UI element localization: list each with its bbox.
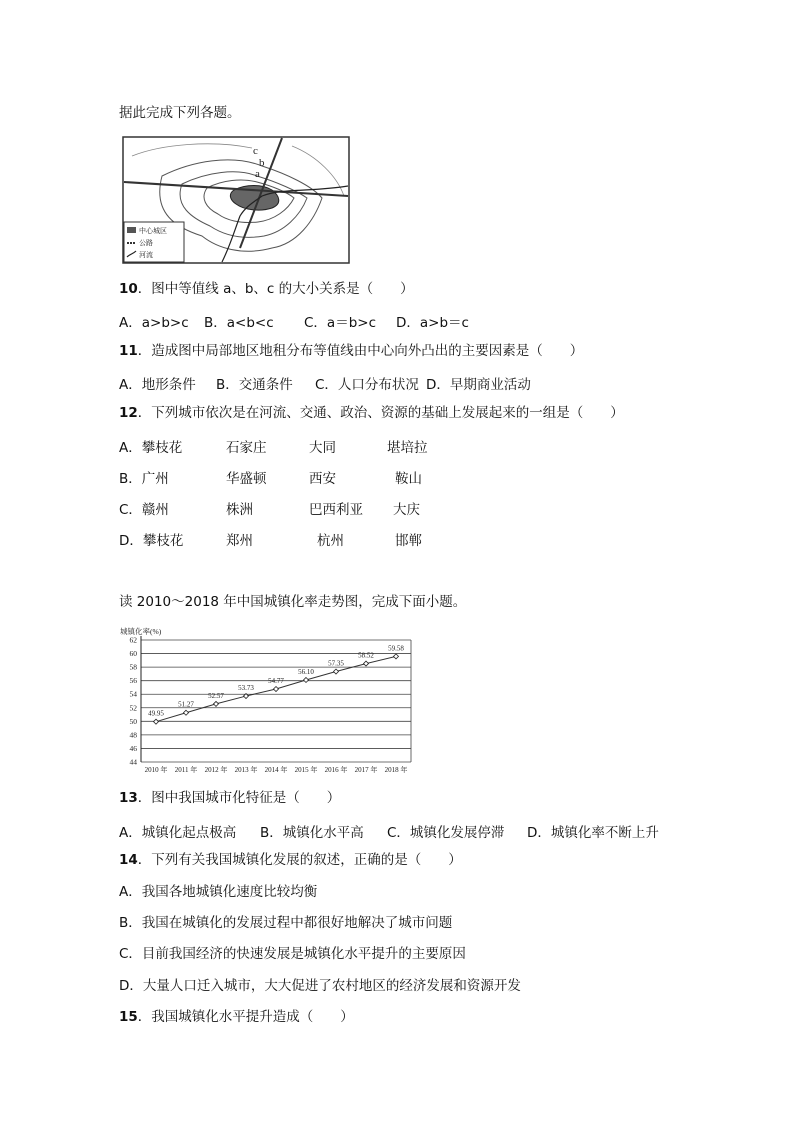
x-tick-label: 2017 年	[354, 766, 378, 774]
y-tick-label: 60	[129, 649, 137, 659]
y-tick-label: 46	[129, 743, 137, 753]
question-number: 15	[119, 1009, 138, 1025]
option-c[interactable]: C．人口分布状况	[315, 377, 419, 393]
question-number: 14	[119, 852, 138, 868]
data-label: 59.58	[388, 644, 404, 653]
option-d[interactable]: D．城镇化率不断上升	[527, 825, 659, 841]
data-label: 58.52	[358, 651, 374, 660]
data-point	[184, 710, 189, 715]
option-b[interactable]: B．交通条件	[216, 377, 293, 393]
question-14	[119, 851, 462, 869]
question-text: ．我国城镇化水平提升造成（ ）	[137, 1009, 354, 1025]
question-10-options	[119, 311, 679, 329]
question-10	[119, 280, 414, 298]
question-15	[119, 1008, 354, 1026]
x-tick-label: 2010 年	[144, 766, 168, 774]
question-number: 10	[119, 281, 138, 297]
option-c[interactable]: C．目前我国经济的快速发展是城镇化水平提升的主要原因	[119, 946, 466, 962]
question-number: 12	[119, 405, 138, 421]
data-point	[274, 687, 279, 692]
option-cell: 杭州	[317, 533, 344, 549]
data-label: 51.27	[178, 700, 194, 709]
option-d[interactable]: D．a>b＝c	[396, 315, 469, 331]
option-cell: 株洲	[226, 502, 253, 518]
option-cell: 邯郸	[395, 533, 422, 549]
data-point	[334, 669, 339, 674]
option-c[interactable]: C．a＝b>c	[304, 315, 377, 331]
y-tick-label: 62	[129, 635, 137, 645]
option-a[interactable]: A．我国各地城镇化速度比较均衡	[119, 884, 318, 900]
question-12-option-a[interactable]	[119, 436, 679, 454]
y-tick-label: 58	[129, 662, 137, 672]
intro-text: 据此完成下列各题。	[119, 105, 241, 121]
data-label: 56.10	[298, 667, 314, 676]
option-b[interactable]: B．a<b<c	[204, 315, 274, 331]
question-12-option-d[interactable]	[119, 529, 679, 547]
x-tick-label: 2018 年	[384, 766, 408, 774]
option-cell: B．广州	[119, 471, 169, 487]
y-tick-label: 48	[129, 730, 137, 740]
question-11	[119, 342, 583, 360]
y-tick-label: 52	[129, 703, 137, 713]
option-cell: A．攀枝花	[119, 440, 183, 456]
x-tick-label: 2016 年	[324, 766, 348, 774]
city-area-icon	[127, 227, 136, 233]
question-13	[119, 789, 340, 807]
option-a[interactable]: A．地形条件	[119, 377, 196, 393]
urban-rent-contour-map	[122, 136, 350, 264]
option-cell: 西安	[309, 471, 336, 487]
option-b[interactable]: B．城镇化水平高	[260, 825, 364, 841]
data-point	[364, 661, 369, 666]
data-label: 54.77	[268, 677, 284, 686]
y-axis-label: 城镇化率(%)	[120, 627, 162, 636]
urbanization-rate-chart	[117, 624, 417, 776]
option-b[interactable]: B．我国在城镇化的发展过程中都很好地解决了城市问题	[119, 915, 453, 931]
x-tick-label: 2012 年	[204, 766, 228, 774]
y-tick-label: 56	[129, 676, 137, 686]
contour-label-a: a	[255, 168, 260, 180]
option-cell: 郑州	[226, 533, 253, 549]
question-text: ．造成图中局部地区地租分布等值线由中心向外凸出的主要因素是（ ）	[137, 343, 584, 359]
question-text: ．图中等值线 a、b、c 的大小关系是（ ）	[137, 281, 414, 297]
question-text: ．下列城市依次是在河流、交通、政治、资源的基础上发展起来的一组是（ ）	[137, 405, 624, 421]
option-cell: C．赣州	[119, 502, 169, 518]
question-11-options	[119, 373, 679, 391]
legend-label-road: 公路	[139, 239, 153, 247]
x-tick-label: 2013 年	[234, 766, 258, 774]
question-12	[119, 404, 624, 422]
option-d[interactable]: D．大量人口迁入城市，大大促进了农村地区的经济发展和资源开发	[119, 978, 521, 994]
data-point	[394, 654, 399, 659]
question-number: 11	[119, 343, 138, 359]
contour-label-c: c	[253, 145, 258, 157]
contour-label-b: b	[259, 157, 265, 169]
question-13-options	[119, 821, 679, 839]
data-point	[304, 677, 309, 682]
x-tick-label: 2011 年	[174, 766, 198, 774]
data-label: 57.35	[328, 659, 344, 668]
data-label: 53.73	[238, 684, 254, 693]
option-cell: 石家庄	[226, 440, 267, 456]
question-text: ．图中我国城市化特征是（ ）	[137, 790, 341, 806]
question-12-option-b[interactable]	[119, 467, 679, 485]
option-a[interactable]: A．城镇化起点极高	[119, 825, 237, 841]
legend-label-river: 河流	[139, 251, 153, 259]
legend-label-city: 中心城区	[139, 227, 167, 235]
data-point	[154, 719, 159, 724]
question-text: ．下列有关我国城镇化发展的叙述，正确的是（ ）	[137, 852, 462, 868]
option-cell: 大同	[309, 440, 336, 456]
chart-intro-text: 读 2010～2018 年中国城镇化率走势图，完成下面小题。	[119, 594, 467, 610]
x-tick-label: 2014 年	[264, 766, 288, 774]
x-tick-label: 2015 年	[294, 766, 318, 774]
question-12-option-c[interactable]	[119, 498, 679, 516]
question-number: 13	[119, 790, 138, 806]
option-c[interactable]: C．城镇化发展停滞	[387, 825, 505, 841]
option-cell: 堪培拉	[387, 440, 428, 456]
option-d[interactable]: D．早期商业活动	[426, 377, 531, 393]
y-tick-label: 44	[129, 757, 137, 767]
data-label: 52.57	[208, 691, 224, 700]
option-a[interactable]: A．a>b>c	[119, 315, 189, 331]
data-label: 49.95	[148, 709, 164, 718]
data-point	[214, 701, 219, 706]
option-cell: 华盛顿	[226, 471, 267, 487]
y-tick-label: 50	[129, 716, 137, 726]
option-cell: 大庆	[393, 502, 420, 518]
option-cell: 鞍山	[395, 471, 422, 487]
y-tick-label: 54	[129, 689, 137, 699]
option-cell: 巴西利亚	[309, 502, 363, 518]
option-cell: D．攀枝花	[119, 533, 184, 549]
